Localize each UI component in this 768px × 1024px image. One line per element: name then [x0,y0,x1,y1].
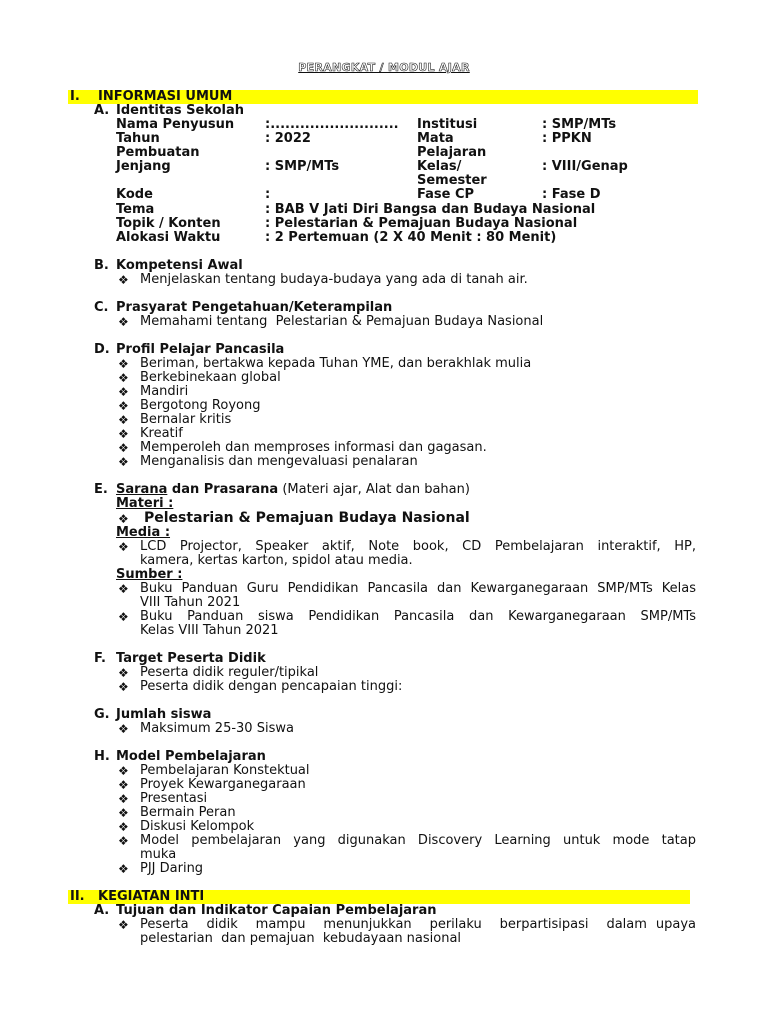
diamond-bullet-icon: ❖ [118,441,129,455]
diamond-bullet-icon: ❖ [118,399,129,413]
list-item: Menjelaskan tentang budaya-budaya yang ada di tanah air. [140,272,528,287]
subsection-letter: A. [94,103,110,118]
subsection-title: Identitas Sekolah [116,103,245,118]
diamond-bullet-icon: ❖ [118,764,129,778]
diamond-bullet-icon: ❖ [118,357,129,371]
identity-value: : SMP/MTs [265,159,340,174]
diamond-bullet-icon: ❖ [118,666,129,680]
subsection-letter: B. [94,258,109,273]
list-item: Maksimum 25-30 Siswa [140,721,294,736]
media-label: Media : [116,525,171,540]
subsection-title: Jumlah siswa [116,707,212,722]
list-item: Peserta didik dengan pencapaian tinggi: [140,679,403,694]
tema-label: Tema [116,202,155,217]
diamond-bullet-icon: ❖ [118,680,129,694]
diamond-bullet-icon: ❖ [118,582,129,596]
list-item: Kreatif [140,426,183,441]
subsection-letter: D. [94,342,110,357]
identity-label: Tahun [116,131,160,146]
sarana-word: Sarana [116,482,168,497]
subsection-letter: E. [94,482,108,497]
diamond-bullet-icon: ❖ [118,455,129,469]
diamond-bullet-icon: ❖ [118,427,129,441]
materi-item: Pelestarian & Pemajuan Budaya Nasional [144,510,470,526]
sumber-line: Kelas VIII Tahun 2021 [140,623,279,638]
identity-label: Pembuatan [116,145,200,160]
list-item-continued: muka [140,847,177,862]
section-number: II. [70,889,85,904]
tema-value: : BAB V Jati Diri Bangsa dan Budaya Nasional [265,202,596,217]
list-item: Memahami tentang Pelestarian & Pemajuan Budaya Nasional [140,314,544,329]
list-item: PJJ Daring [140,861,204,876]
diamond-bullet-icon: ❖ [118,722,129,736]
topik-label: Topik / Konten [116,216,221,231]
identity-value: : 2022 [265,131,311,146]
subsection-title: Model Pembelajaran [116,749,266,764]
materi-label: Materi : [116,496,174,511]
list-item: Bergotong Royong [140,398,261,413]
identity-value: : Fase D [542,187,601,202]
subsection-title: Target Peserta Didik [116,651,266,666]
subsection-letter: F. [94,651,106,666]
identity-label: Nama Penyusun [116,117,235,132]
list-item: Proyek Kewarganegaraan [140,777,306,792]
section-title: INFORMASI UMUM [98,89,233,104]
identity-value: : [265,187,271,202]
sarana-note: (Materi ajar, Alat dan bahan) [278,482,470,497]
sumber-line: VIII Tahun 2021 [140,595,241,610]
sumber-label: Sumber : [116,567,183,582]
identity-value: : PPKN [542,131,592,146]
alokasi-value: : 2 Pertemuan (2 X 40 Menit : 80 Menit) [265,230,557,245]
list-item: Memperoleh dan memproses informasi dan gagasan. [140,440,487,455]
diamond-bullet-icon: ❖ [118,834,129,848]
document-title: PERANGKAT / MODUL AJAR [298,61,470,74]
identity-label: Jenjang [116,159,171,174]
list-item: Beriman, bertakwa kepada Tuhan YME, dan berakhlak mulia [140,356,532,371]
diamond-bullet-icon: ❖ [118,806,129,820]
identity-value: :.......................... [265,117,399,132]
diamond-bullet-icon: ❖ [118,385,129,399]
subsection-title: Profil Pelajar Pancasila [116,342,285,357]
identity-value: : SMP/MTs [542,117,617,132]
sumber-line: Buku Panduan Guru Pendidikan Pancasila dan Kewarganegaraan SMP/MTs Kelas [140,581,696,596]
sumber-line: Buku Panduan siswa Pendidikan Pancasila dan Kewarganegaraan SMP/MTs [140,609,696,624]
subsection-letter: A. [94,903,110,918]
diamond-bullet-icon: ❖ [118,778,129,792]
media-line: LCD Projector, Speaker aktif, Note book, CD Pembelajaran interaktif, HP, [140,539,696,554]
diamond-bullet-icon: ❖ [118,315,129,329]
diamond-bullet-icon: ❖ [118,273,129,287]
prasarana-word: dan Prasarana [167,482,279,497]
diamond-bullet-icon: ❖ [118,862,129,876]
list-item-continued: pelestarian dan pemajuan kebudayaan nasional [140,931,462,946]
subsection-title [116,483,470,497]
list-item: Presentasi [140,791,208,806]
diamond-bullet-icon: ❖ [118,918,129,932]
subsection-letter: H. [94,749,110,764]
list-item: Pembelajaran Konstektual [140,763,310,778]
diamond-bullet-icon: ❖ [118,512,129,526]
identity-label: Kode [116,187,153,202]
diamond-bullet-icon: ❖ [118,820,129,834]
subsection-letter: G. [94,707,110,722]
section-number: I. [70,89,80,104]
list-item: Model pembelajaran yang digunakan Discovery Learning untuk mode tatap [140,833,696,848]
identity-label: Semester [417,173,487,188]
identity-label: Kelas/ [417,159,462,174]
alokasi-label: Alokasi Waktu [116,230,221,245]
subsection-title: Kompetensi Awal [116,258,243,273]
list-item: Peserta didik mampu menunjukkan perilaku berpartisipasi dalam upaya [140,917,696,932]
subsection-title: Prasyarat Pengetahuan/Keterampilan [116,300,393,315]
diamond-bullet-icon: ❖ [118,610,129,624]
list-item: Bermain Peran [140,805,236,820]
identity-value: : VIII/Genap [542,159,628,174]
section-title: KEGIATAN INTI [98,889,205,904]
identity-label: Institusi [417,117,478,132]
list-item: Berkebinekaan global [140,370,281,385]
list-item: Menganalisis dan mengevaluasi penalaran [140,454,418,469]
subsection-letter: C. [94,300,109,315]
topik-value: : Pelestarian & Pemajuan Budaya Nasional [265,216,578,231]
list-item: Peserta didik reguler/tipikal [140,665,319,680]
list-item: Diskusi Kelompok [140,819,255,834]
diamond-bullet-icon: ❖ [118,371,129,385]
diamond-bullet-icon: ❖ [118,792,129,806]
list-item: Mandiri [140,384,189,399]
media-line: kamera, kertas karton, spidol atau media. [140,553,413,568]
identity-label: Mata [417,131,454,146]
identity-label: Pelajaran [417,145,487,160]
subsection-title: Tujuan dan Indikator Capaian Pembelajaran [116,903,437,918]
list-item: Bernalar kritis [140,412,232,427]
diamond-bullet-icon: ❖ [118,413,129,427]
diamond-bullet-icon: ❖ [118,540,129,554]
identity-label: Fase CP [417,187,475,202]
